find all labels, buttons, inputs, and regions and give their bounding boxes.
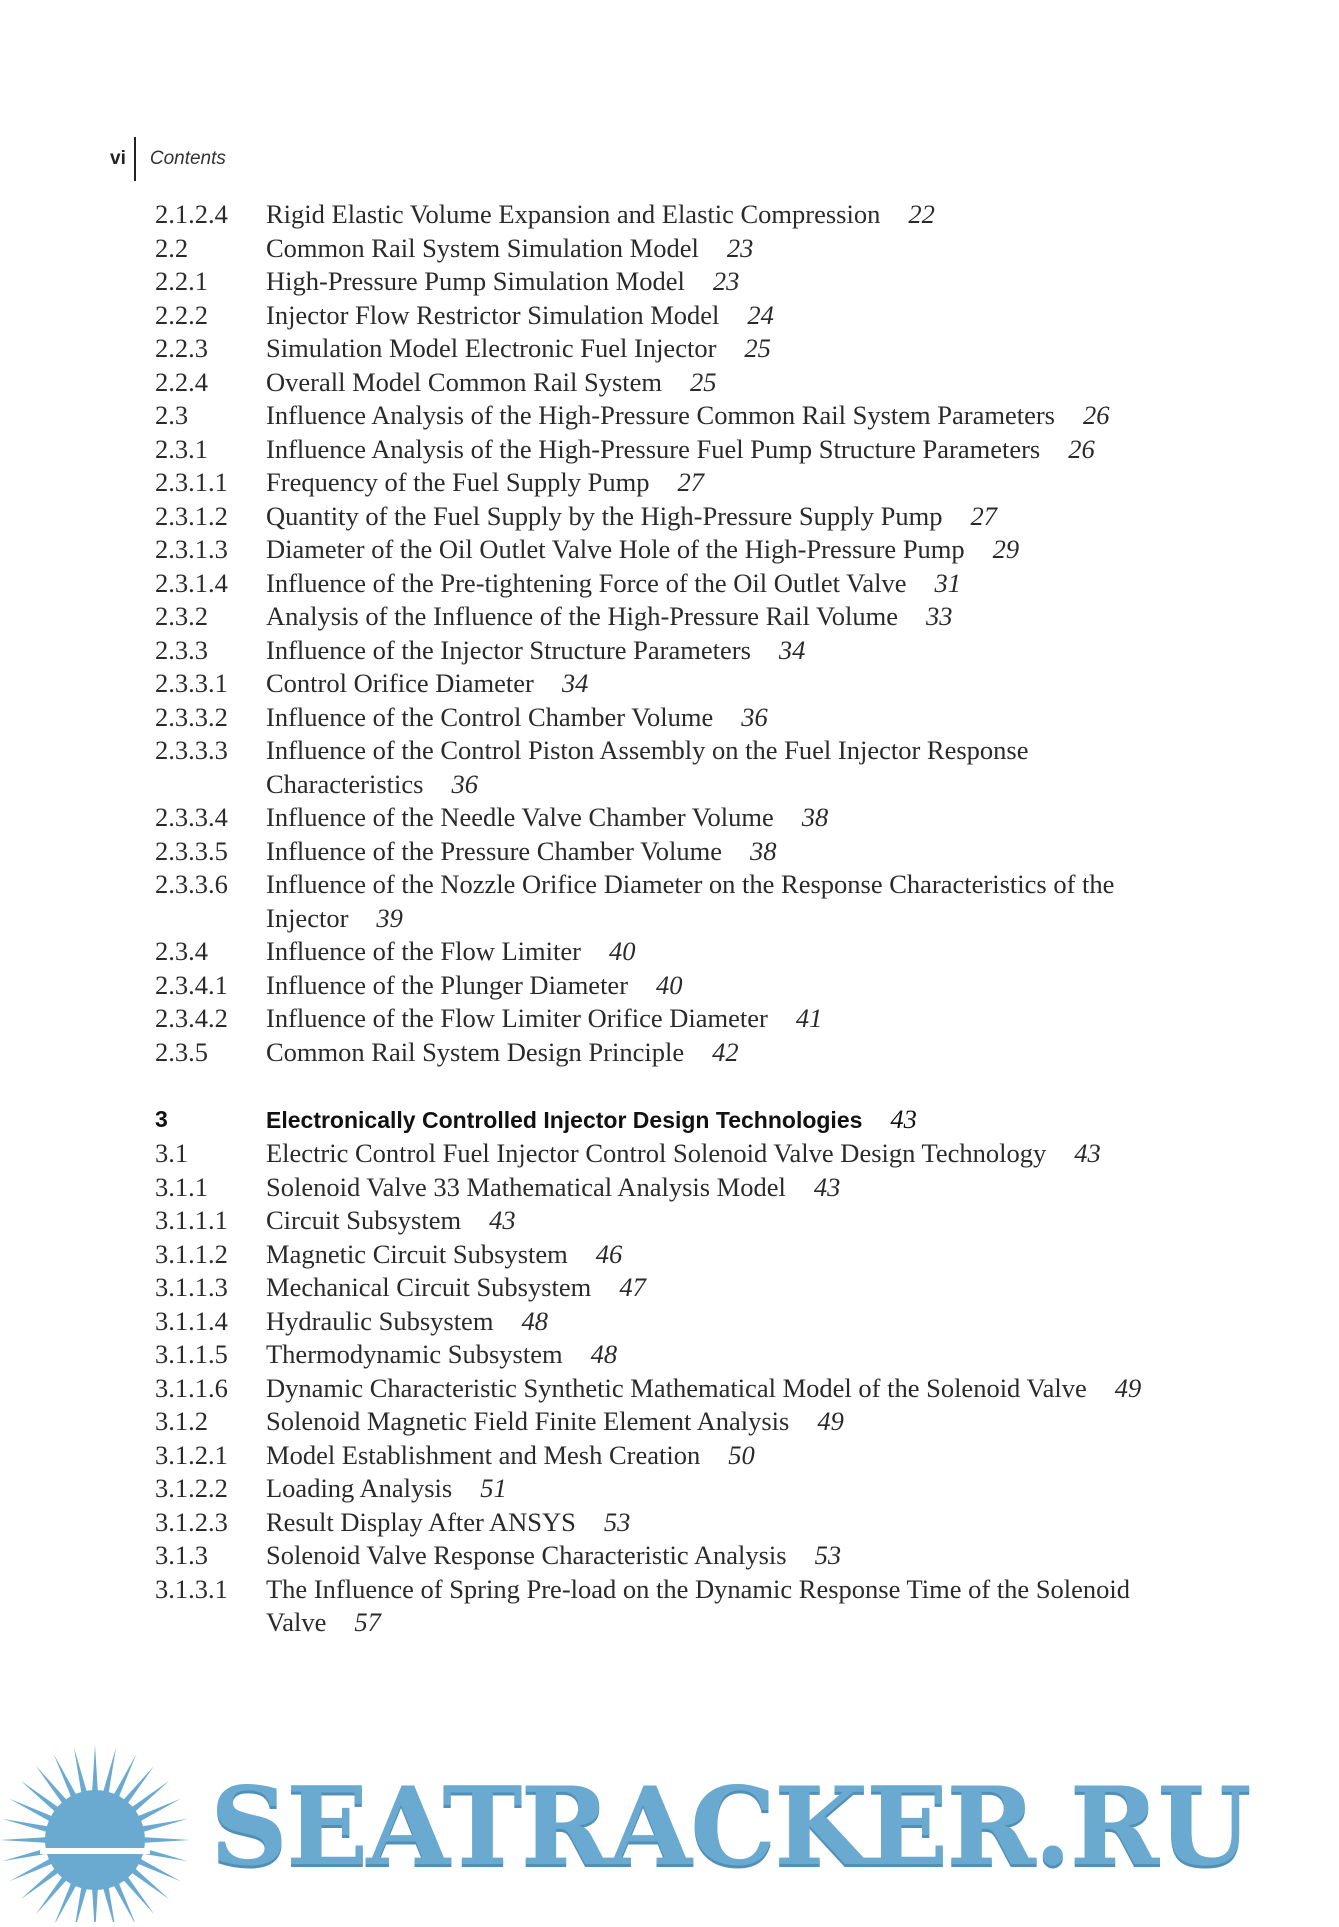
toc-title-text: Mechanical Circuit Subsystem — [266, 1272, 592, 1302]
toc-page-number: 40 — [608, 936, 636, 966]
toc-section-title — [266, 868, 1166, 935]
toc-section-number: 2.2.3 — [155, 333, 208, 363]
toc-entry[interactable] — [155, 1539, 1175, 1573]
toc-entry[interactable] — [155, 600, 1175, 634]
toc-title-text: Influence of the Needle Valve Chamber Volume — [266, 802, 774, 832]
toc-entry[interactable] — [155, 567, 1175, 601]
toc-section-title — [266, 198, 1166, 232]
toc-entry[interactable] — [155, 935, 1175, 969]
toc-section-number: 2.3.4.1 — [155, 969, 228, 1000]
toc-entry[interactable] — [155, 232, 1175, 266]
toc-section-title — [266, 1204, 1166, 1238]
toc-entry[interactable] — [155, 1137, 1175, 1171]
toc-page-number: 22 — [908, 199, 935, 229]
toc-page-number: 29 — [992, 534, 1020, 564]
toc-section-number: 3.1.1.6 — [155, 1372, 228, 1403]
toc-page-number: 38 — [801, 802, 829, 832]
toc-entry[interactable] — [155, 399, 1175, 433]
toc-page-number: 53 — [603, 1506, 631, 1537]
toc-section-number: 2.3.1.4 — [155, 567, 228, 598]
toc-section-number: 2.3.5 — [155, 1036, 208, 1067]
toc-section-number: 3.1.2.2 — [155, 1473, 228, 1503]
toc-title-text: Rigid Elastic Volume Expansion and Elastic Compression — [266, 199, 881, 229]
toc-title-text: Simulation Model Electronic Fuel Injector — [266, 333, 717, 363]
toc-entry[interactable] — [155, 1405, 1175, 1439]
toc-title-text: Solenoid Valve 33 Mathematical Analysis Model — [266, 1171, 786, 1202]
toc-section-title — [266, 265, 1166, 299]
toc-page-number: 24 — [747, 299, 774, 330]
toc-section-number: 2.3.3.3 — [155, 735, 228, 765]
toc-page-number: 34 — [778, 634, 806, 665]
toc-entry[interactable] — [155, 1002, 1175, 1036]
toc-section-title — [266, 801, 1166, 835]
toc-section-title — [266, 835, 1166, 869]
toc-title-text: Electronically Controlled Injector Design Technologies — [266, 1106, 863, 1133]
toc-entry[interactable] — [155, 366, 1175, 400]
toc-section-number: 2.2.2 — [155, 299, 208, 330]
running-header — [110, 137, 226, 181]
toc-section-number: 3.1.2.3 — [155, 1506, 228, 1537]
toc-page-number: 43 — [489, 1205, 516, 1235]
toc-section-title — [266, 667, 1166, 701]
toc-entry[interactable] — [155, 801, 1175, 835]
toc-section-number: 3.1 — [155, 1138, 189, 1168]
toc-entry[interactable] — [155, 1338, 1175, 1372]
toc-entry[interactable] — [155, 198, 1175, 232]
toc-entry[interactable] — [155, 868, 1175, 935]
toc-page-number: 53 — [814, 1540, 842, 1570]
toc-page-number: 49 — [1114, 1372, 1142, 1403]
toc-section-number: 3.1.1.3 — [155, 1272, 228, 1302]
toc-title-text: Diameter of the Oil Outlet Valve Hole of the High-Pressure Pump — [266, 534, 965, 564]
toc-entry[interactable] — [155, 466, 1175, 500]
toc-section-number: 2.3.4.2 — [155, 1003, 228, 1033]
toc-entry[interactable] — [155, 332, 1175, 366]
sun-disc — [45, 1790, 145, 1890]
toc-section-number: 3.1.1.2 — [155, 1238, 228, 1269]
toc-section-number: 3 — [155, 1105, 168, 1132]
toc-title-text: Hydraulic Subsystem — [266, 1305, 494, 1336]
toc-section-title — [266, 399, 1166, 433]
toc-section-title — [266, 1036, 1166, 1070]
toc-section-title — [266, 1238, 1166, 1272]
toc-section-title — [266, 734, 1166, 801]
toc-section-title — [266, 1439, 1166, 1473]
toc-entry[interactable] — [155, 1472, 1175, 1506]
toc-section-number: 2.2 — [155, 232, 189, 263]
toc-section-title — [266, 1338, 1166, 1372]
toc-title-text: Influence of the Pre-tightening Force of the Oil Outlet Valve — [266, 567, 907, 598]
toc-section-number: 3.1.1.1 — [155, 1205, 228, 1235]
toc-entry[interactable] — [155, 1506, 1175, 1540]
toc-title-text: Analysis of the Influence of the High-Pressure Rail Volume — [266, 601, 898, 631]
toc-title-text: Influence of the Pressure Chamber Volume — [266, 835, 723, 866]
sun-ray — [103, 1747, 116, 1794]
watermark-text: SEATRACKER.RU — [210, 1764, 1250, 1890]
toc-title-text: Magnetic Circuit Subsystem — [266, 1238, 568, 1269]
toc-section-number: 2.2.4 — [155, 366, 208, 397]
toc-entry[interactable] — [155, 299, 1175, 333]
toc-page-number: 26 — [1082, 400, 1110, 430]
page-number: vi — [110, 148, 126, 169]
toc-page-number: 26 — [1068, 433, 1095, 464]
toc-page-number: 47 — [619, 1272, 646, 1302]
toc-section-number: 2.3.1.3 — [155, 534, 228, 564]
toc-section-title — [266, 299, 1166, 333]
toc-section-number: 2.3.2 — [155, 601, 208, 631]
toc-section-title — [266, 1372, 1166, 1406]
toc-page-number: 36 — [451, 768, 478, 799]
toc-section-title — [266, 600, 1166, 634]
toc-page-number: 23 — [712, 266, 740, 296]
sun-ray — [141, 1819, 188, 1832]
toc-section-title — [266, 366, 1166, 400]
toc-entry[interactable] — [155, 1238, 1175, 1272]
toc-section-number: 2.3.3.5 — [155, 835, 228, 866]
toc-page-number: 27 — [677, 467, 704, 497]
toc-title-text: Thermodynamic Subsystem — [266, 1339, 563, 1369]
sun-ray — [143, 1837, 190, 1843]
toc-page-number: 46 — [595, 1238, 623, 1269]
toc-page-number: 36 — [741, 701, 768, 732]
toc-section-title — [266, 1137, 1166, 1171]
toc-page-number: 48 — [590, 1339, 618, 1369]
toc-section-number: 2.3.3.6 — [155, 869, 228, 899]
toc-entry[interactable] — [155, 1271, 1175, 1305]
toc-entry[interactable] — [155, 1573, 1175, 1640]
toc-section-title — [266, 969, 1166, 1003]
toc-entry[interactable] — [155, 265, 1175, 299]
toc-title-text: Solenoid Valve Response Characteristic Analysis — [266, 1540, 787, 1570]
toc-section-number: 2.3.3.4 — [155, 802, 228, 832]
toc-page-number: 42 — [712, 1036, 739, 1067]
toc-entry[interactable] — [155, 634, 1175, 668]
toc-title-text: Model Establishment and Mesh Creation — [266, 1439, 701, 1470]
toc-page-number: 25 — [744, 333, 771, 363]
toc-entry[interactable] — [155, 667, 1175, 701]
toc-page-number: 31 — [934, 567, 961, 598]
toc-section-number: 3.1.2.1 — [155, 1439, 228, 1470]
toc-page-number: 48 — [521, 1305, 548, 1336]
toc-page-number: 27 — [970, 500, 997, 531]
toc-entry[interactable] — [155, 1305, 1175, 1339]
toc-title-text: Overall Model Common Rail System — [266, 366, 662, 397]
toc-page-number: 25 — [690, 366, 717, 397]
toc-title-text: Control Orifice Diameter — [266, 668, 534, 698]
sun-ray — [92, 1745, 98, 1792]
toc-section-title — [266, 332, 1166, 366]
toc-entry[interactable] — [155, 969, 1175, 1003]
toc-page-number: 40 — [656, 969, 683, 1000]
table-of-contents — [155, 198, 1175, 1640]
toc-entry[interactable] — [155, 1204, 1175, 1238]
toc-page-number: 49 — [817, 1406, 844, 1436]
toc-entry[interactable] — [155, 1372, 1175, 1406]
toc-entry[interactable] — [155, 1171, 1175, 1205]
toc-section-title — [266, 1506, 1166, 1540]
toc-section-title — [266, 433, 1166, 467]
toc-page-number: 43 — [1074, 1138, 1101, 1168]
sun-ray — [0, 1837, 47, 1843]
toc-title-text: Loading Analysis — [266, 1473, 453, 1503]
toc-section-title — [266, 634, 1166, 668]
toc-section-title — [266, 1305, 1166, 1339]
toc-title-text: Result Display After ANSYS — [266, 1506, 576, 1537]
toc-title-text: High-Pressure Pump Simulation Model — [266, 266, 685, 296]
toc-section-number: 3.1.1.4 — [155, 1305, 228, 1336]
toc-section-number: 2.3.3.1 — [155, 668, 228, 698]
toc-section-number: 3.1.2 — [155, 1406, 208, 1436]
toc-chapter-entry[interactable] — [155, 1103, 1175, 1138]
toc-section-number: 2.3 — [155, 400, 189, 430]
running-title: Contents — [149, 148, 226, 169]
toc-entry[interactable] — [155, 835, 1175, 869]
toc-page-number: 39 — [376, 902, 403, 933]
toc-entry[interactable] — [155, 701, 1175, 735]
toc-page-number: 50 — [728, 1439, 755, 1470]
toc-section-title — [266, 1539, 1166, 1573]
toc-section-number: 3.1.1.5 — [155, 1339, 228, 1369]
toc-section-title — [266, 1271, 1166, 1305]
toc-page-number: 57 — [354, 1607, 381, 1637]
toc-page-number: 43 — [890, 1103, 917, 1134]
toc-page-number: 41 — [795, 1003, 823, 1033]
toc-section-number: 2.3.3 — [155, 634, 208, 665]
toc-section-number: 2.3.1 — [155, 433, 208, 464]
toc-page-number: 43 — [813, 1171, 841, 1202]
toc-section-number: 2.3.4 — [155, 936, 208, 966]
toc-title-text: Influence of the Nozzle Orifice Diameter on the Response Characteristics of the Injector — [266, 869, 1115, 933]
sun-ray — [74, 1886, 87, 1922]
toc-section-title — [266, 1002, 1166, 1036]
toc-title-text: Influence of the Injector Structure Parameters — [266, 634, 751, 665]
toc-entry[interactable] — [155, 500, 1175, 534]
toc-title-text: Influence Analysis of the High-Pressure Fuel Pump Structure Parameters — [266, 433, 1041, 464]
toc-page-number: 23 — [726, 232, 754, 263]
toc-section-title — [266, 232, 1166, 266]
sun-ray — [103, 1886, 116, 1922]
toc-section-number: 3.1.1 — [155, 1171, 208, 1202]
toc-title-text: Frequency of the Fuel Supply Pump — [266, 467, 650, 497]
toc-page-number: 33 — [925, 601, 953, 631]
toc-section-title — [266, 567, 1166, 601]
toc-title-text: Influence of the Control Chamber Volume — [266, 701, 714, 732]
toc-title-text: Common Rail System Design Principle — [266, 1036, 685, 1067]
toc-page-number: 34 — [561, 668, 589, 698]
toc-section-title — [266, 533, 1166, 567]
toc-section-title — [266, 1472, 1166, 1506]
toc-title-text: Injector Flow Restrictor Simulation Model — [266, 299, 720, 330]
toc-title-text: Solenoid Magnetic Field Finite Element Analysis — [266, 1406, 790, 1436]
toc-title-text: Influence of the Plunger Diameter — [266, 969, 629, 1000]
toc-title-text: Influence of the Control Piston Assembly on the Fuel Injector Response Characteristics — [266, 735, 1029, 799]
toc-title-text: Influence of the Flow Limiter — [266, 936, 581, 966]
toc-section-title — [266, 1405, 1166, 1439]
toc-section-title — [266, 1171, 1166, 1205]
toc-title-text: Influence Analysis of the High-Pressure Common Rail System Parameters — [266, 400, 1055, 430]
toc-section-number: 3.1.3 — [155, 1540, 208, 1570]
toc-title-text: Influence of the Flow Limiter Orifice Diameter — [266, 1003, 768, 1033]
sun-ray — [74, 1747, 87, 1794]
toc-section-title — [266, 500, 1166, 534]
toc-section-number: 2.3.1.1 — [155, 467, 228, 497]
toc-entry[interactable] — [155, 533, 1175, 567]
toc-section-title — [266, 935, 1166, 969]
sun-ray — [2, 1819, 49, 1832]
toc-title-text: Dynamic Characteristic Synthetic Mathematical Model of the Solenoid Valve — [266, 1372, 1087, 1403]
toc-section-number: 2.1.2.4 — [155, 199, 228, 229]
toc-section-title — [266, 701, 1166, 735]
toc-section-title — [266, 466, 1166, 500]
toc-entry[interactable] — [155, 1439, 1175, 1473]
toc-page-number: 38 — [750, 835, 777, 866]
toc-title-text: The Influence of Spring Pre-load on the Dynamic Response Time of the Solenoid Valve — [266, 1573, 1131, 1637]
toc-section-number: 2.2.1 — [155, 266, 208, 296]
toc-title-text: Circuit Subsystem — [266, 1205, 462, 1235]
toc-section-title — [266, 1573, 1166, 1640]
sun-horizon-line — [40, 1848, 150, 1854]
toc-section-number: 3.1.3.1 — [155, 1573, 228, 1604]
toc-section-title — [266, 1103, 1166, 1138]
toc-title-text: Electric Control Fuel Injector Control Solenoid Valve Design Technology — [266, 1138, 1047, 1168]
toc-entry[interactable] — [155, 734, 1175, 801]
toc-section-number: 2.3.3.2 — [155, 701, 228, 732]
toc-page-number: 51 — [480, 1473, 507, 1503]
sun-ray — [92, 1888, 98, 1922]
toc-title-text: Common Rail System Simulation Model — [266, 232, 699, 263]
toc-entry[interactable] — [155, 433, 1175, 467]
toc-entry[interactable] — [155, 1036, 1175, 1070]
toc-section-number: 2.3.1.2 — [155, 500, 228, 531]
toc-title-text: Quantity of the Fuel Supply by the High-Pressure Supply Pump — [266, 500, 943, 531]
